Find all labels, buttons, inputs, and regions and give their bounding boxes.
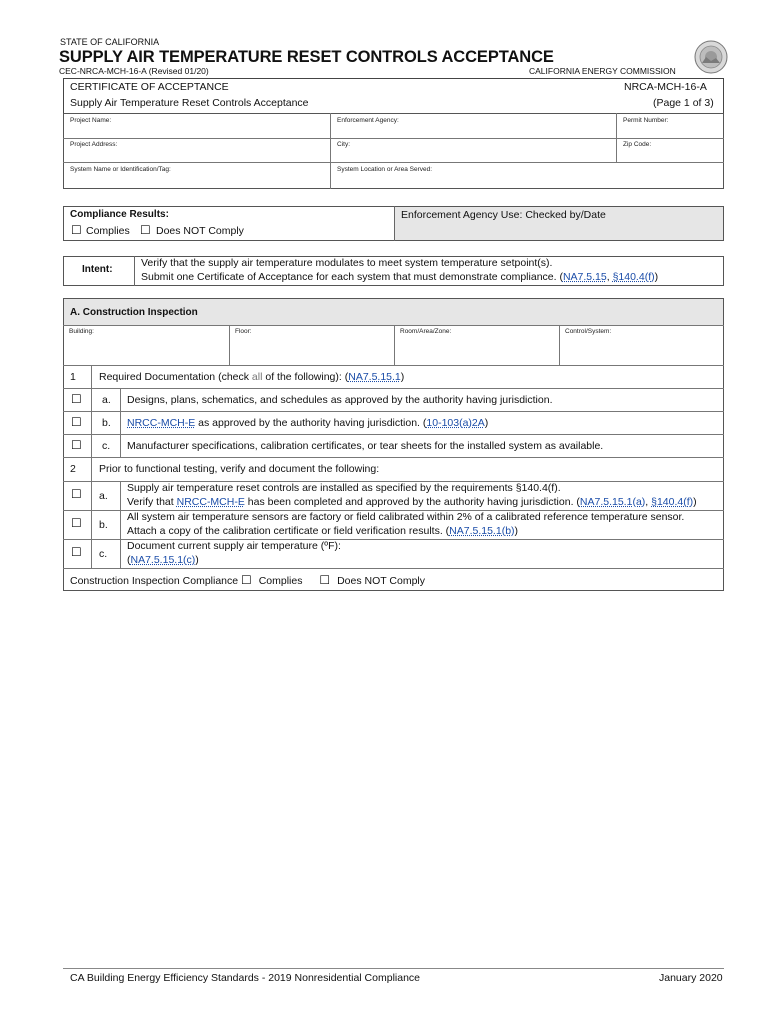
- item-1b-letter: b.: [102, 417, 111, 429]
- link-na7-5-15[interactable]: NA7.5.15: [562, 271, 607, 283]
- link-na7-5-15-1b[interactable]: NA7.5.15.1(b): [449, 525, 515, 537]
- item-2b-close: ): [514, 525, 519, 537]
- item-2a-line-2: [127, 496, 697, 508]
- item-1-text-b: of the following): (: [262, 371, 349, 383]
- construction-compliance-row: [70, 574, 425, 587]
- page-title: SUPPLY AIR TEMPERATURE RESET CONTROLS ACCEPTANCE: [59, 48, 554, 66]
- item-2c-close: ): [195, 554, 199, 566]
- complies-checkbox[interactable]: ☐: [71, 223, 82, 237]
- system-name-field[interactable]: System Name or Identification/Tag:: [70, 166, 171, 173]
- state-label: STATE OF CALIFORNIA: [60, 37, 160, 47]
- not-comply-label: Does NOT Comply: [156, 225, 244, 237]
- item-1b-body: as approved by the authority having jurisdiction. (: [195, 417, 427, 429]
- building-field[interactable]: Building:: [69, 328, 94, 335]
- item-2c-line-2: [127, 554, 199, 566]
- item-2a-mid: has been completed and approved by the authority having jurisdiction. (: [244, 496, 580, 508]
- item-2-text: Prior to functional testing, verify and document the following:: [99, 463, 380, 475]
- item-1c-letter: c.: [102, 440, 111, 452]
- item-2c-checkbox[interactable]: ☐: [71, 545, 82, 559]
- floor-field[interactable]: Floor:: [235, 328, 252, 335]
- page-indicator: (Page 1 of 3): [653, 97, 714, 109]
- item-1-close: ): [400, 371, 405, 383]
- item-2b-line-2: [127, 525, 518, 537]
- link-nrcc-mch-e-2[interactable]: NRCC-MCH-E: [176, 496, 245, 508]
- certificate-subtitle: Supply Air Temperature Reset Controls Acceptance: [70, 97, 309, 109]
- item-2a-pre: Verify that: [127, 496, 177, 508]
- item-1b-checkbox[interactable]: ☐: [71, 415, 82, 429]
- intent-separator: ,: [606, 271, 613, 283]
- item-1-number: 1: [70, 371, 76, 383]
- link-140-4f[interactable]: §140.4(f): [612, 271, 655, 283]
- item-2c-line-1: Document current supply air temperature (ºF):: [127, 540, 341, 552]
- permit-number-field[interactable]: Permit Number:: [623, 117, 669, 124]
- state-seal-logo: [694, 40, 728, 74]
- system-location-field[interactable]: System Location or Area Served:: [337, 166, 433, 173]
- item-1a-letter: a.: [102, 394, 111, 406]
- construction-not-comply-label: Does NOT Comply: [337, 575, 425, 587]
- city-field[interactable]: City:: [337, 141, 350, 148]
- complies-label: Complies: [86, 225, 130, 237]
- footer-right: January 2020: [659, 972, 723, 984]
- item-1a-text: Designs, plans, schematics, and schedules as approved by the authority having jurisdiction.: [127, 394, 553, 406]
- item-1b-text: [127, 417, 488, 429]
- item-2b-pre: Attach a copy of the calibration certificate or field verification results. (: [127, 525, 450, 537]
- intent-close: ): [654, 271, 659, 283]
- construction-complies-label: Complies: [258, 575, 303, 587]
- link-10-103-a-2a[interactable]: 10-103(a)2A: [426, 417, 485, 429]
- item-1b-close: ): [484, 417, 489, 429]
- compliance-results-label: Compliance Results:: [70, 209, 169, 220]
- item-2b-letter: b.: [99, 519, 108, 531]
- item-2a-checkbox[interactable]: ☐: [71, 487, 82, 501]
- intent-line-2-text: Submit one Certificate of Acceptance for each system that must demonstrate compliance. (: [141, 271, 563, 283]
- item-2a-sep: ,: [645, 496, 652, 508]
- project-name-field[interactable]: Project Name:: [70, 117, 112, 124]
- intent-line-1: Verify that the supply air temperature modulates to meet system temperature setpoint(s).: [141, 257, 553, 269]
- certificate-label: CERTIFICATE OF ACCEPTANCE: [70, 81, 229, 93]
- agency-label: CALIFORNIA ENERGY COMMISSION: [529, 66, 676, 76]
- construction-not-comply-checkbox[interactable]: ☐: [319, 573, 331, 587]
- item-2c-open: (: [127, 554, 131, 566]
- item-1-text-a: Required Documentation (check: [99, 371, 252, 383]
- construction-complies-checkbox[interactable]: ☐: [241, 573, 252, 587]
- certificate-code: NRCA-MCH-16-A: [624, 81, 707, 93]
- link-na7-5-15-1[interactable]: NA7.5.15.1: [348, 371, 401, 383]
- item-2b-checkbox[interactable]: ☐: [71, 516, 82, 530]
- footer-left: CA Building Energy Efficiency Standards - 2019 Nonresidential Compliance: [70, 972, 421, 984]
- item-1a-checkbox[interactable]: ☐: [71, 392, 82, 406]
- section-a-title: A. Construction Inspection: [70, 307, 198, 318]
- form-id: CEC-NRCA-MCH-16-A (Revised 01/20): [59, 66, 209, 76]
- control-system-field[interactable]: Control/System:: [565, 328, 612, 335]
- project-address-field[interactable]: Project Address:: [70, 141, 118, 148]
- link-na7-5-15-1c[interactable]: NA7.5.15.1(c): [130, 554, 196, 566]
- enforcement-agency-field[interactable]: Enforcement Agency:: [337, 117, 399, 124]
- item-2b-line-1: All system air temperature sensors are factory or field calibrated within 2% of a calibrated reference temperature sensor.: [127, 511, 685, 523]
- item-1c-text: Manufacturer specifications, calibration certificates, or tear sheets for the installed system as available.: [127, 440, 604, 452]
- link-na7-5-15-1a[interactable]: NA7.5.15.1(a): [579, 496, 646, 508]
- item-1c-checkbox[interactable]: ☐: [71, 438, 82, 452]
- zip-code-field[interactable]: Zip Code:: [623, 141, 652, 148]
- intent-label: Intent:: [82, 264, 113, 275]
- link-140-4f-2[interactable]: §140.4(f): [651, 496, 694, 508]
- link-nrcc-mch-e[interactable]: NRCC-MCH-E: [127, 417, 196, 429]
- item-2a-close: ): [693, 496, 697, 508]
- item-1-text-all: all: [251, 371, 263, 383]
- room-field[interactable]: Room/Area/Zone:: [400, 328, 452, 335]
- item-2a-line-1: Supply air temperature reset controls are installed as specified by the requirements §140.4(f).: [127, 482, 561, 494]
- project-info-table: [63, 113, 724, 189]
- enforcement-use-label: Enforcement Agency Use: Checked by/Date: [401, 209, 606, 221]
- construction-compliance-label: Construction Inspection Compliance: [70, 575, 239, 587]
- footer-rule: [63, 968, 724, 969]
- not-comply-checkbox[interactable]: ☐: [140, 223, 151, 237]
- item-2a-letter: a.: [99, 490, 108, 502]
- item-1-text: [99, 371, 404, 383]
- intent-line-2: [141, 271, 658, 283]
- item-2c-letter: c.: [99, 548, 108, 560]
- item-2-number: 2: [70, 463, 76, 475]
